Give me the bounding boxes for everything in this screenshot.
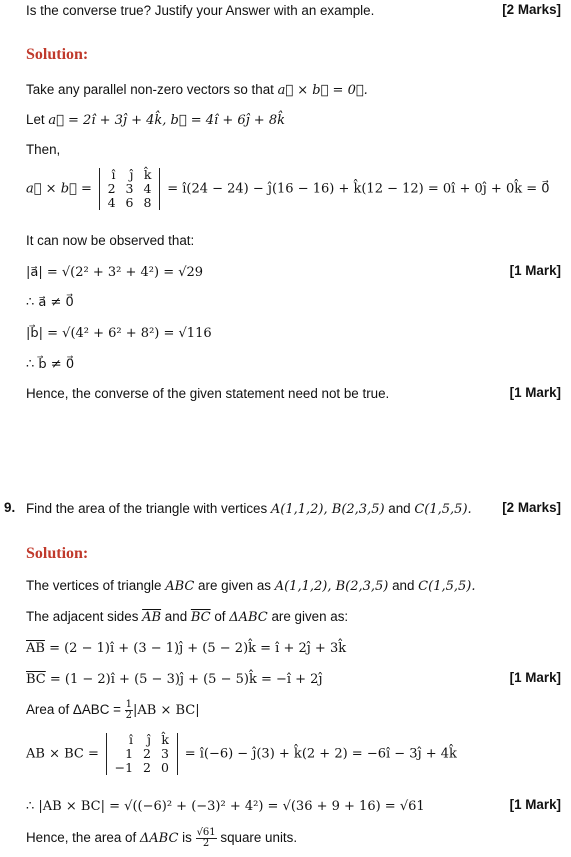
determinant-cell: 1 bbox=[125, 746, 134, 761]
half-fraction: $\frac{1}{2}$ bbox=[125, 699, 133, 721]
determinant-row bbox=[103, 196, 157, 210]
s2-area-formula: Area of ΔABC = $\frac{1}{2}$ |AB × BC| bbox=[26, 699, 200, 721]
s1-then: Then, bbox=[26, 142, 61, 157]
determinant-cell: 4 bbox=[143, 181, 152, 196]
s2-magnitude-marks: [1 Mark] bbox=[509, 797, 561, 812]
q9-number: 9. bbox=[4, 500, 16, 515]
determinant-cell: î bbox=[129, 732, 134, 747]
determinant-cell: 6 bbox=[125, 195, 134, 210]
s1-line-2: Let a⃗ = 2î + 3ĵ + 4k̂, b⃗ = 4î + 6ĵ + 8k̂ bbox=[26, 112, 285, 128]
solution-heading: Solution: bbox=[26, 46, 89, 63]
s1-line-1: Take any parallel non-zero vectors so that a⃗ × b⃗ = 0⃗. bbox=[26, 82, 368, 98]
s2-vertices: The vertices of triangle ABC are given as A(1,1,2), B(2,3,5) and C(1,5,5). bbox=[26, 578, 476, 594]
solution-heading-2: Solution: bbox=[26, 545, 89, 562]
area-fraction: $\frac{√61}{2}$ bbox=[196, 827, 216, 849]
determinant-cell: ĵ bbox=[147, 732, 151, 747]
determinant-cell: 2 bbox=[143, 760, 151, 775]
determinant-cell: î bbox=[111, 167, 116, 182]
determinant-cell: 0 bbox=[161, 760, 169, 775]
determinant-cell: k̂ bbox=[161, 732, 169, 747]
s1-mag-b: |b⃗| = √(4² + 6² + 8²) = √116 bbox=[26, 326, 212, 341]
s2-magnitude: ∴ |AB × BC| = √((−6)² + (−3)² + 4²) = √(36 + 9 + 16) = √61 bbox=[26, 799, 425, 814]
question-marks: [2 Marks] bbox=[502, 2, 561, 17]
determinant-row bbox=[110, 733, 174, 747]
s1-mag-a-marks: [1 Mark] bbox=[509, 263, 561, 278]
determinant-cell: ĵ bbox=[129, 167, 134, 182]
s1-determinant bbox=[99, 168, 161, 210]
s2-final: Hence, the area of ΔABC is $\frac{√61}{2}$ square units. bbox=[26, 827, 298, 849]
determinant-cell: 4 bbox=[107, 195, 116, 210]
determinant-cell: 3 bbox=[161, 746, 169, 761]
s2-cross-product: AB × BC = î ĵ k̂ 1 2 3 −1 2 0 = î(−6) − ĵ(3) + k̂(2 + 2) = −6î − 3ĵ + 4k̂ bbox=[26, 732, 457, 775]
determinant-cell: 3 bbox=[125, 181, 134, 196]
s2-bc-marks: [1 Mark] bbox=[509, 670, 561, 685]
determinant-cell: 2 bbox=[107, 181, 116, 196]
determinant-row bbox=[110, 761, 174, 775]
determinant-cell: k̂ bbox=[143, 167, 152, 182]
determinant-cell: 2 bbox=[143, 746, 151, 761]
s1-conclusion-marks: [1 Mark] bbox=[509, 385, 561, 400]
question-text: Is the converse true? Justify your Answer with an example. bbox=[26, 3, 375, 18]
s1-observe: It can now be observed that: bbox=[26, 233, 195, 248]
determinant-row bbox=[103, 168, 157, 182]
determinant-row bbox=[103, 182, 157, 196]
s2-adjacent: The adjacent sides $\overline{AB}$ and $\overline{BC}$ of ΔABC are given as: bbox=[26, 609, 349, 625]
determinant-cell: 8 bbox=[143, 195, 152, 210]
s1-cross-product: a⃗ × b⃗ = î ĵ k̂ 2 3 4 4 6 8 = î(24 − 24) − ĵ(16 − 16) + k̂(12 − 12) = 0î + 0ĵ + 0k̂ = 0⃗ bbox=[26, 167, 550, 210]
s1-conclusion: Hence, the converse of the given statement need not be true. bbox=[26, 386, 390, 401]
q9-marks: [2 Marks] bbox=[502, 500, 561, 515]
s2-ab-vector: $\overline{AB} = (2$ − 1)î + (3 − 1)ĵ + (5 − 2)k̂ = î + 2ĵ + 3k̂ bbox=[26, 641, 347, 656]
s1-mag-a: |a⃗| = √(2² + 3² + 4²) = √29 bbox=[26, 265, 204, 280]
determinant-row bbox=[110, 747, 174, 761]
s1-a-nonzero: ∴ a⃗ ≠ 0⃗ bbox=[26, 295, 74, 310]
s2-bc-vector: $\overline{BC} = (1$ − 2)î + (5 − 3)ĵ + (5 − 5)k̂ = −î + 2ĵ bbox=[26, 672, 323, 687]
s2-determinant bbox=[106, 733, 178, 775]
q9-text: Find the area of the triangle with vertices A(1,1,2), B(2,3,5) and C(1,5,5). bbox=[26, 501, 472, 517]
s1-b-nonzero: ∴ b⃗ ≠ 0⃗ bbox=[26, 357, 75, 372]
determinant-cell: −1 bbox=[114, 760, 134, 775]
